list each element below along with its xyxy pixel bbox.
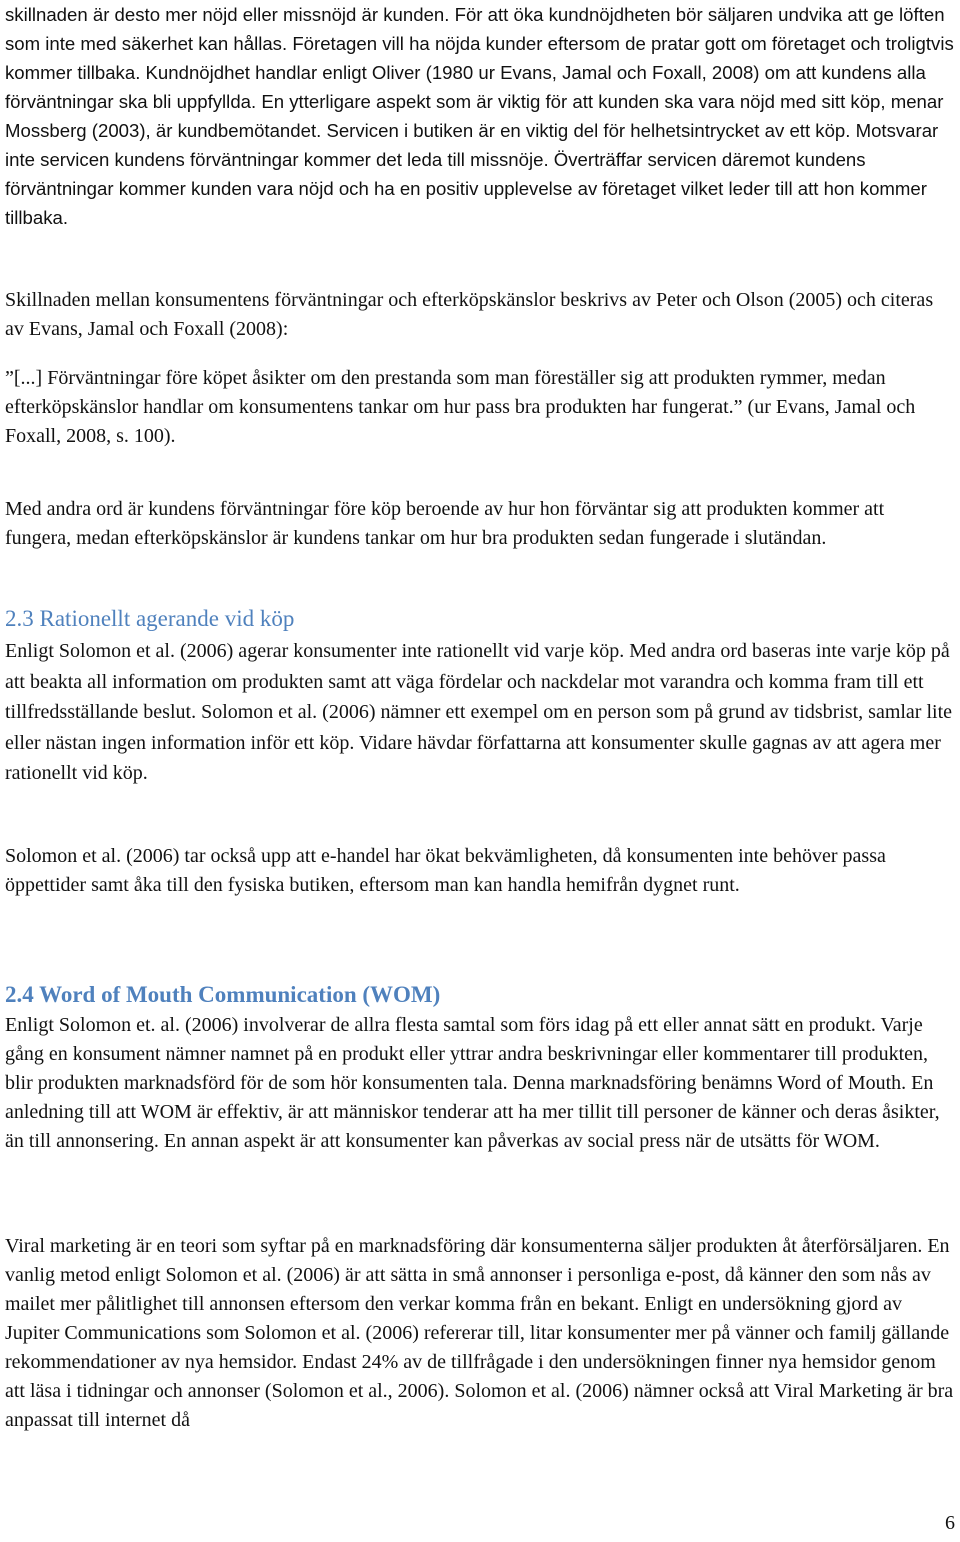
heading-section-2-3: 2.3 Rationellt agerande vid köp [5,606,295,631]
block-quote: ”[...] Förväntningar före köpet åsikter om den prestanda som man föreställer sig att produkten rymmer, medan efterköpskänslor handlar om konsumentens tankar om hur pass bra produkten har fungerat.” (ur Evans, Jamal och Foxall, 2008, s. 100). [5,367,916,447]
page-number: 6 [945,1512,955,1534]
paragraph-in-other-words: Med andra ord är kundens förväntningar före köp beroende av hur hon förväntar sig att produkten kommer att fungera, medan efterköpskänslor är kundens tankar om hur bra produkten sedan fungerade i slutändan. [5,498,885,549]
heading-section-2-4: 2.4 Word of Mouth Communication (WOM) [5,982,441,1007]
paragraph-word-of-mouth: Enligt Solomon et. al. (2006) involverar de allra flesta samtal som förs idag på ett eller annat sätt en produkt. Varje gång en konsument nämner namnet på en produkt eller yttrar andra beskrivningar eller kommentarer till produkten, blir produkten marknadsförd för de som hör konsumenten tala. Denna marknadsföring benämns Word of Mouth. En anledning till att WOM är effektiv, är att människor tenderar att ha mer tillit till personer de känner och deras åsikter, än till annonsering. En annan aspekt är att konsumenter kan påverkas av social press när de utsätts för WOM. [5,1014,940,1152]
paragraph-customer-satisfaction: skillnaden är desto mer nöjd eller missnöjd är kunden. För att öka kundnöjdheten bör säljaren undvika att ge löften som inte med säkerhet kan hållas. Företagen vill ha nöjda kunder eftersom de pratar gott om företaget och troligtvis kommer tillbaka. Kundnöjdhet handlar enligt Oliver (1980 ur Evans, Jamal och Foxall, 2008) om att kundens alla förväntningar ska bli uppfyllda. En ytterligare aspekt som är viktig för att kunden ska vara nöjd med sitt köp, menar Mossberg (2003), är kundbemötandet. Servicen i butiken är en viktig del för helhetsintrycket av ett köp. Motsvarar inte servicen kundens förväntningar kommer det leda till missnöje. Överträffar servicen däremot kundens förväntningar kommer kunden vara nöjd och ha en positiv upplevelse av företaget vilket leder till att hon kommer tillbaka. [5,4,954,228]
paragraph-viral-marketing: Viral marketing är en teori som syftar på en marknadsföring där konsumenterna säljer produkten åt återförsäljaren. En vanlig metod enligt Solomon et al. (2006) är att sätta in små annonser i personliga e-post, då känner den som nås av mailet mer pålitlighet till annonsen eftersom den verkar komma från en bekant. Enligt en undersökning gjord av Jupiter Communications som Solomon et al. (2006) refererar till, litar konsumenter mer på vänner och familj gällande rekommendationer av nya hemsidor. Endast 24% av de tillfrågade i den undersökningen finner nya hemsidor genom att läsa i tidningar och annonser (Solomon et al., 2006). Solomon et al. (2006) nämner också att Viral Marketing är bra anpassat till internet då [5,1235,954,1431]
paragraph-rational-behaviour: Enligt Solomon et al. (2006) agerar konsumenter inte rationellt vid varje köp. Med andra ord baseras inte varje köp på att beakta all information om produkten samt att väga fördelar och nackdelar mot varandra och komma fram till ett tillfredsställande beslut. Solomon et al. (2006) nämner ett exempel om en person som på grund av tidsbrist, samlar lite eller nästan ingen information inför ett köp. Vidare hävdar författarna att konsumenter skulle gagnas av att agera mer rationellt vid köp. [5,640,953,784]
paragraph-expectations-difference: Skillnaden mellan konsumentens förväntningar och efterköpskänslor beskrivs av Peter och Olson (2005) och citeras av Evans, Jamal och Foxall (2008): [5,289,934,340]
paragraph-e-commerce: Solomon et al. (2006) tar också upp att e-handel har ökat bekvämligheten, då konsumenten inte behöver passa öppettider samt åka till den fysiska butiken, eftersom man kan handla hemifrån dygnet runt. [5,845,886,896]
